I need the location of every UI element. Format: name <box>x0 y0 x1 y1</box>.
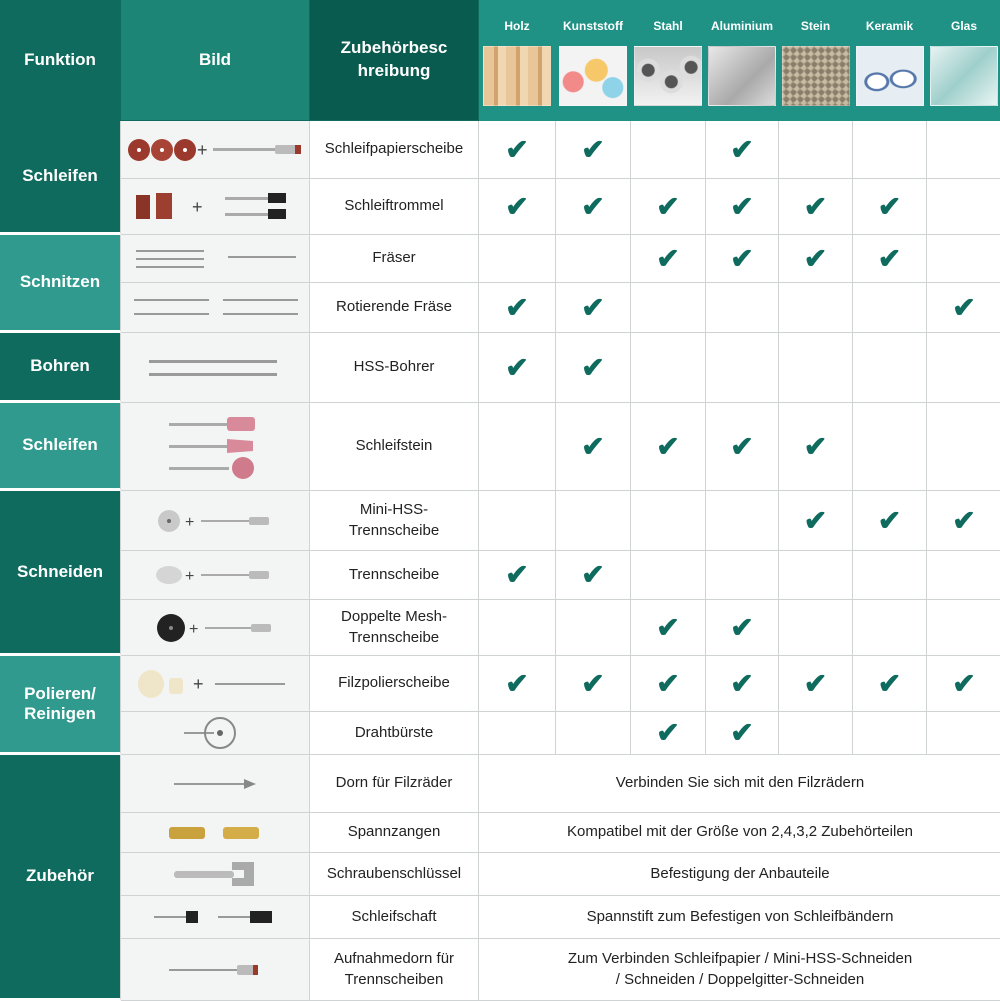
check-icon: ✔ <box>877 242 902 274</box>
compat-cell <box>706 403 779 491</box>
check-icon: ✔ <box>581 351 605 383</box>
check-icon: ✔ <box>730 133 754 165</box>
compat-cell <box>927 121 1000 179</box>
compat-cell <box>853 403 927 491</box>
image-grinding-stone <box>121 403 310 491</box>
check-icon: ✔ <box>581 133 605 165</box>
check-icon: ✔ <box>656 717 680 749</box>
compat-cell <box>479 333 556 403</box>
check-icon: ✔ <box>505 133 529 165</box>
image-disc-mandrel <box>121 939 310 1001</box>
compat-cell <box>927 333 1000 403</box>
desc-row <box>310 813 479 853</box>
check-icon: ✔ <box>803 190 828 222</box>
material-aluminium <box>706 0 779 121</box>
steel-pipes-photo <box>634 46 702 106</box>
compat-cell <box>479 283 556 333</box>
accessory-note <box>479 896 1000 939</box>
compat-cell <box>779 403 853 491</box>
compat-cell <box>479 600 556 656</box>
compat-cell <box>853 235 927 283</box>
compat-cell <box>631 333 706 403</box>
check-icon: ✔ <box>505 667 529 699</box>
compat-cell <box>556 283 631 333</box>
compat-cell <box>556 600 631 656</box>
check-icon: ✔ <box>877 667 902 699</box>
check-icon: ✔ <box>581 667 605 699</box>
desc-row <box>310 121 479 179</box>
check-icon: ✔ <box>656 611 680 643</box>
compat-cell <box>556 121 631 179</box>
check-icon: ✔ <box>803 504 828 536</box>
compat-cell <box>479 656 556 712</box>
material-label: Stein <box>800 19 831 33</box>
accessory-note <box>479 813 1000 853</box>
check-icon: ✔ <box>505 559 529 591</box>
wood-photo <box>483 46 551 106</box>
group-label: Schnitzen <box>19 272 101 292</box>
compat-cell <box>853 491 927 551</box>
compat-cell <box>556 656 631 712</box>
check-icon: ✔ <box>581 190 605 222</box>
wrench-icon <box>170 860 260 888</box>
note-text: Befestigung der Anbauteile <box>650 864 830 882</box>
compat-cell <box>479 403 556 491</box>
group-schleifen <box>0 121 121 235</box>
cutter-bits-icon <box>130 244 300 274</box>
image-sanding-disc <box>121 121 310 179</box>
group-schnitzen <box>0 235 121 333</box>
header-function-label: Funktion <box>24 49 96 69</box>
header-description-label: Zubehörbesc hreibung <box>340 38 448 80</box>
desc-row <box>310 600 479 656</box>
check-icon: ✔ <box>730 717 754 749</box>
desc-text: Drahtbürste <box>354 723 434 741</box>
compat-cell <box>631 551 706 600</box>
material-label: Glas <box>950 19 977 33</box>
image-sanding-shaft <box>121 896 310 939</box>
check-icon: ✔ <box>730 611 754 643</box>
check-icon: ✔ <box>803 667 828 699</box>
desc-row <box>310 283 479 333</box>
header-function <box>0 0 121 121</box>
compat-cell <box>479 712 556 755</box>
compat-cell <box>927 235 1000 283</box>
compat-cell <box>631 600 706 656</box>
felt-wheel-icon <box>135 666 295 702</box>
group-label: Schneiden <box>17 561 103 581</box>
compat-cell <box>706 551 779 600</box>
group-schleifen-stone <box>0 403 121 491</box>
image-rotary-cutter <box>121 283 310 333</box>
svg-text:+: + <box>192 196 203 217</box>
desc-text: HSS-Bohrer <box>353 358 435 376</box>
desc-text: Schleifstein <box>355 437 433 455</box>
compat-cell <box>706 656 779 712</box>
plastic-pipes-photo <box>559 46 627 106</box>
image-hss-drill <box>121 333 310 403</box>
material-glas <box>927 0 1000 121</box>
desc-row <box>310 179 479 235</box>
wire-brush-icon <box>180 715 250 751</box>
check-icon: ✔ <box>581 291 605 323</box>
desc-row <box>310 896 479 939</box>
check-icon: ✔ <box>730 190 754 222</box>
check-icon: ✔ <box>656 667 680 699</box>
stones-photo <box>782 46 850 106</box>
compat-cell <box>927 600 1000 656</box>
compat-cell <box>706 491 779 551</box>
compat-cell <box>779 600 853 656</box>
compat-cell <box>631 403 706 491</box>
svg-text:+: + <box>197 139 208 160</box>
desc-row <box>310 656 479 712</box>
compat-cell <box>853 712 927 755</box>
desc-text: Schraubenschlüssel <box>326 864 462 882</box>
compat-cell <box>927 283 1000 333</box>
compat-cell <box>631 656 706 712</box>
svg-text:+: + <box>185 513 195 531</box>
sanding-disc-icon <box>125 135 305 165</box>
desc-text: Aufnahmedorn für Trennscheiben <box>333 950 455 988</box>
image-collets <box>121 813 310 853</box>
check-icon: ✔ <box>803 430 828 462</box>
check-icon: ✔ <box>730 430 754 462</box>
desc-text: Schleifschaft <box>351 907 437 925</box>
check-icon: ✔ <box>581 559 605 591</box>
desc-text: Schleifpapierscheibe <box>324 140 464 158</box>
desc-row <box>310 235 479 283</box>
collet-icon <box>165 823 265 843</box>
compat-cell <box>479 491 556 551</box>
accessory-note <box>479 755 1000 813</box>
compat-cell <box>479 179 556 235</box>
desc-text: Doppelte Mesh- Trennscheibe <box>341 608 447 646</box>
desc-text: Rotierende Fräse <box>336 298 452 316</box>
compat-cell <box>706 333 779 403</box>
mandrel-icon <box>170 774 260 794</box>
image-cutter <box>121 235 310 283</box>
note-text: Kompatibel mit der Größe von 2,4,3,2 Zubehörteilen <box>566 823 914 841</box>
image-sanding-drum <box>121 179 310 235</box>
compat-cell <box>853 600 927 656</box>
group-label: Zubehör <box>26 866 94 886</box>
glass-panes-photo <box>930 46 998 106</box>
compat-cell <box>479 551 556 600</box>
group-label: Schleifen <box>22 166 98 186</box>
material-stein <box>779 0 853 121</box>
compat-cell <box>779 283 853 333</box>
accessory-note <box>479 939 1000 1001</box>
material-label: Kunststoff <box>563 19 623 33</box>
compat-cell <box>706 283 779 333</box>
aluminium-sheet-photo <box>708 46 776 106</box>
compat-cell <box>853 551 927 600</box>
compat-cell <box>556 712 631 755</box>
check-icon: ✔ <box>505 291 529 323</box>
compat-cell <box>631 179 706 235</box>
mesh-disc-icon <box>155 612 275 644</box>
desc-text: Trennscheibe <box>348 565 440 583</box>
desc-text: Dorn für Filzräder <box>335 774 453 792</box>
compat-cell <box>631 235 706 283</box>
check-icon: ✔ <box>730 667 754 699</box>
image-wire-brush <box>121 712 310 755</box>
mini-hss-disc-icon <box>155 508 275 534</box>
desc-row <box>310 755 479 813</box>
compat-cell <box>927 491 1000 551</box>
compat-cell <box>631 121 706 179</box>
compat-cell <box>556 491 631 551</box>
compat-cell <box>779 333 853 403</box>
desc-text: Spannzangen <box>347 823 441 841</box>
material-holz <box>479 0 556 121</box>
check-icon: ✔ <box>952 291 976 323</box>
header-image-label: Bild <box>198 49 232 69</box>
desc-text: Fräser <box>372 249 416 267</box>
compat-cell <box>479 121 556 179</box>
note-text: Zum Verbinden Schleifpapier / Mini-HSS-Schneiden / Schneiden / Doppelgitter-Schneiden <box>567 950 913 988</box>
material-label: Stahl <box>653 19 683 33</box>
desc-row <box>310 853 479 896</box>
rotary-cutter-icon <box>128 291 303 325</box>
image-mesh-disc <box>121 600 310 656</box>
sanding-shaft-icon <box>150 906 280 928</box>
check-icon: ✔ <box>505 190 529 222</box>
compat-cell <box>779 121 853 179</box>
compat-cell <box>927 656 1000 712</box>
material-keramik <box>853 0 927 121</box>
compat-cell <box>706 179 779 235</box>
material-label: Aluminium <box>711 19 773 33</box>
image-wrench <box>121 853 310 896</box>
desc-text: Filzpolierscheibe <box>338 674 450 692</box>
image-mandrel-felt <box>121 755 310 813</box>
compat-cell <box>927 403 1000 491</box>
compat-cell <box>779 179 853 235</box>
desc-text: Mini-HSS- Trennscheibe <box>348 501 440 539</box>
material-label: Holz <box>504 19 530 33</box>
compat-cell <box>927 712 1000 755</box>
compat-cell <box>779 551 853 600</box>
check-icon: ✔ <box>877 190 902 222</box>
compat-cell <box>631 491 706 551</box>
header-description <box>310 0 479 121</box>
desc-row <box>310 712 479 755</box>
check-icon: ✔ <box>952 667 976 699</box>
compat-cell <box>779 656 853 712</box>
compat-cell <box>706 712 779 755</box>
compat-cell <box>927 179 1000 235</box>
compat-cell <box>556 179 631 235</box>
group-label: Schleifen <box>22 435 98 455</box>
note-text: Spannstift zum Befestigen von Schleifbändern <box>586 907 894 925</box>
check-icon: ✔ <box>656 190 680 222</box>
check-icon: ✔ <box>803 242 828 274</box>
check-icon: ✔ <box>656 242 680 274</box>
material-label: Keramik <box>865 19 914 33</box>
image-mini-hss-disc <box>121 491 310 551</box>
check-icon: ✔ <box>952 504 976 536</box>
compat-cell <box>853 656 927 712</box>
check-icon: ✔ <box>656 430 680 462</box>
compat-cell <box>706 121 779 179</box>
image-cutting-disc <box>121 551 310 600</box>
svg-text:+: + <box>189 620 199 638</box>
check-icon: ✔ <box>581 430 605 462</box>
group-polieren <box>0 656 121 755</box>
compat-cell <box>556 403 631 491</box>
desc-row <box>310 333 479 403</box>
check-icon: ✔ <box>730 242 754 274</box>
compat-cell <box>706 600 779 656</box>
compat-cell <box>779 235 853 283</box>
desc-row <box>310 551 479 600</box>
compat-cell <box>927 551 1000 600</box>
group-label: Bohren <box>30 356 90 376</box>
compat-cell <box>853 333 927 403</box>
group-bohren <box>0 333 121 403</box>
header-image <box>121 0 310 121</box>
check-icon: ✔ <box>505 351 529 383</box>
compat-cell <box>779 491 853 551</box>
compat-cell <box>853 121 927 179</box>
compat-cell <box>556 333 631 403</box>
note-text: Verbinden Sie sich mit den Filzrädern <box>615 774 865 792</box>
svg-text:+: + <box>193 673 204 694</box>
desc-text: Schleiftrommel <box>344 197 444 215</box>
compat-cell <box>853 179 927 235</box>
cutting-disc-icon <box>155 562 275 588</box>
material-stahl <box>631 0 706 121</box>
check-icon: ✔ <box>877 504 902 536</box>
desc-row <box>310 491 479 551</box>
accessory-note <box>479 853 1000 896</box>
disc-mandrel-icon <box>165 959 265 981</box>
compat-cell <box>556 551 631 600</box>
compat-cell <box>556 235 631 283</box>
svg-text:+: + <box>185 568 195 585</box>
ceramic-vases-photo <box>856 46 924 106</box>
compat-cell <box>631 712 706 755</box>
grinding-stone-icon <box>165 411 265 483</box>
group-zubehoer <box>0 755 121 1001</box>
desc-row <box>310 939 479 1001</box>
compat-cell <box>853 283 927 333</box>
drill-bits-icon <box>145 351 285 385</box>
compat-cell <box>631 283 706 333</box>
desc-row <box>310 403 479 491</box>
group-label: Polieren/ Reinigen <box>24 684 96 723</box>
sanding-drum-icon <box>130 187 300 227</box>
compat-cell <box>706 235 779 283</box>
group-schneiden <box>0 491 121 656</box>
compat-cell <box>479 235 556 283</box>
compat-cell <box>779 712 853 755</box>
material-kunststoff <box>556 0 631 121</box>
image-felt-wheel <box>121 656 310 712</box>
